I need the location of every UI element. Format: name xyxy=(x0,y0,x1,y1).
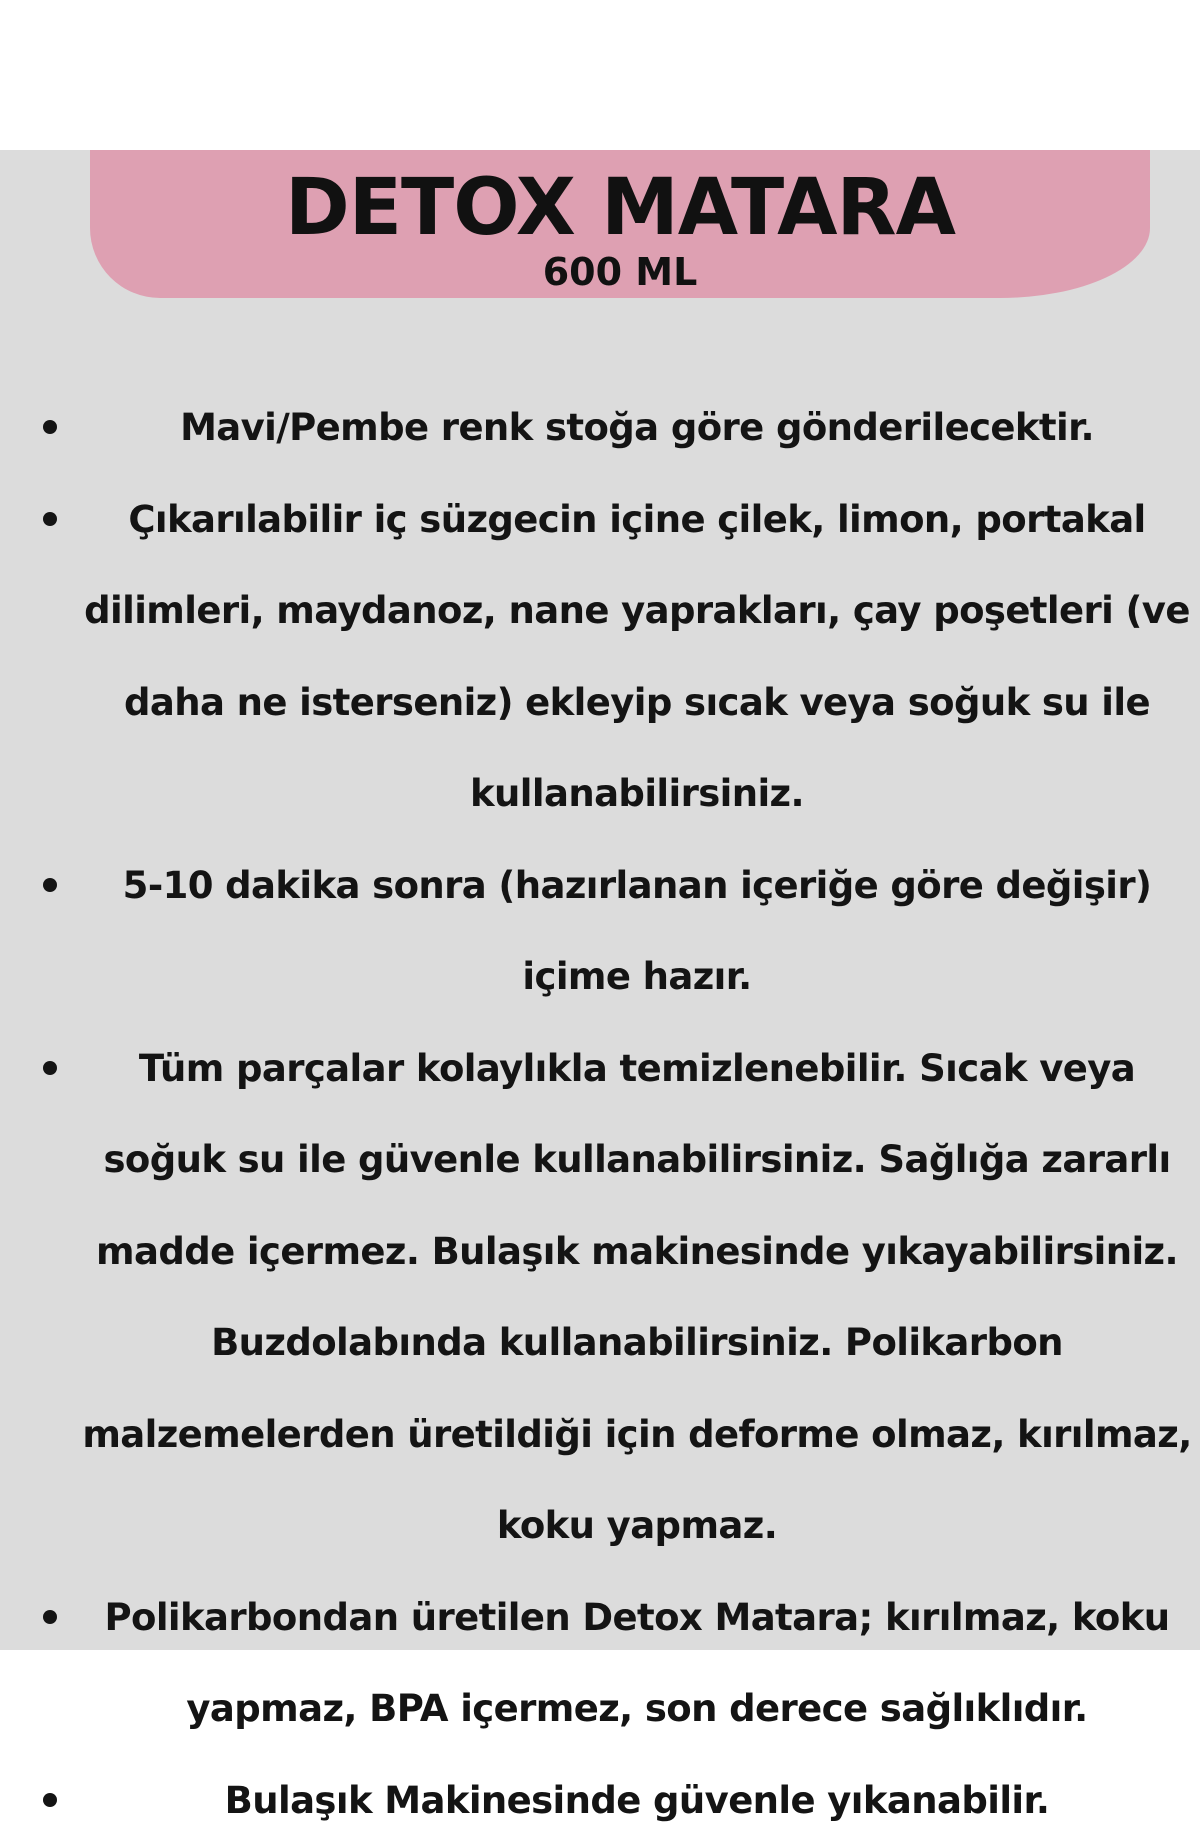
list-item xyxy=(0,474,1200,840)
page-title: DETOX MATARA xyxy=(90,158,1150,258)
bullet-icon xyxy=(43,1610,57,1624)
list-item-text: Bulaşık Makinesinde güvenle yıkanabilir. xyxy=(225,1779,1050,1822)
bullet-icon xyxy=(43,878,57,892)
feature-list xyxy=(0,382,1200,1846)
header-banner xyxy=(90,150,1150,298)
list-item xyxy=(0,1023,1200,1572)
list-item xyxy=(0,1755,1200,1846)
list-item xyxy=(0,840,1200,1023)
list-item xyxy=(0,382,1200,474)
list-item-text: 5-10 dakika sonra (hazırlanan içeriğe göre değişir) içime hazır. xyxy=(123,864,1152,999)
list-item-text: Mavi/Pembe renk stoğa göre gönderilecektir. xyxy=(180,406,1094,449)
list-item xyxy=(0,1572,1200,1755)
content-panel xyxy=(0,150,1200,1650)
bullet-icon xyxy=(43,1061,57,1075)
list-item-text: Çıkarılabilir iç süzgecin içine çilek, limon, portakal dilimleri, maydanoz, nane yaprakları, çay poşetleri (ve daha ne isterseniz) ekleyip sıcak veya soğuk su ile kullanabilirsiniz. xyxy=(84,498,1190,816)
bullet-icon xyxy=(43,420,57,434)
bullet-icon xyxy=(43,512,57,526)
list-item-text: Polikarbondan üretilen Detox Matara; kırılmaz, koku yapmaz, BPA içermez, son derece sağlıklıdır. xyxy=(105,1596,1170,1731)
page-subtitle: 600 ML xyxy=(90,248,1150,296)
list-item-text: Tüm parçalar kolaylıkla temizlenebilir. Sıcak veya soğuk su ile güvenle kullanabilirsiniz. Sağlığa zararlı madde içermez. Bulaşık makinesinde yıkayabilirsiniz. Buzdolabında kullanabilirsiniz. Polikarbon malzemelerden üretildiği için deforme olmaz, kırılmaz, koku yapmaz. xyxy=(82,1047,1191,1548)
